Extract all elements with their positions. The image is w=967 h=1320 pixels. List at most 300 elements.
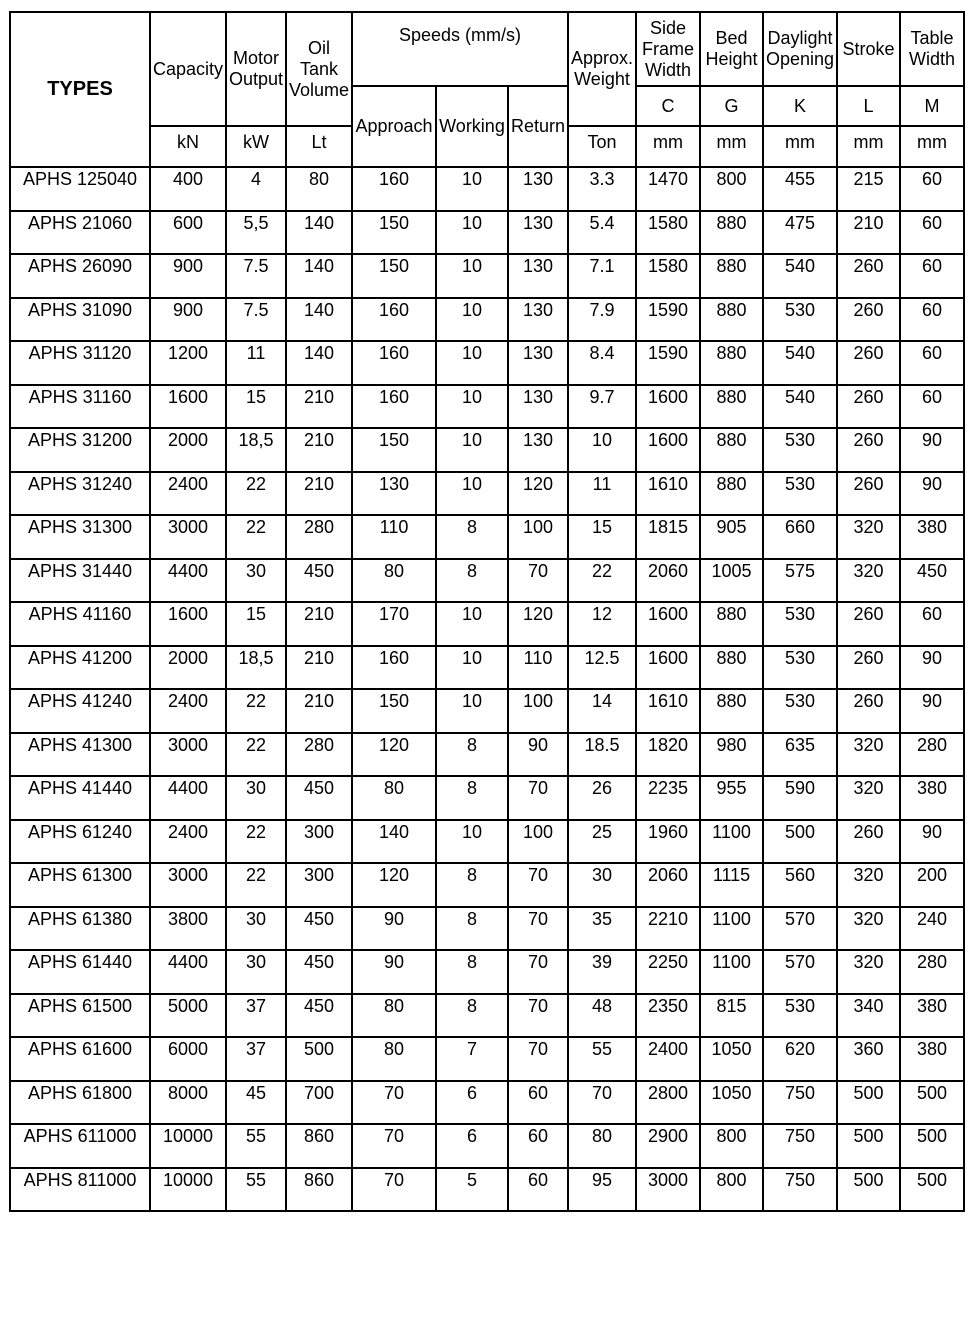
approx-weight-value: 9.7 <box>589 386 615 407</box>
bed-height-value: 880 <box>716 212 747 233</box>
bed-height-cell <box>700 776 763 820</box>
return-speed-cell <box>508 298 568 342</box>
working-speed-cell <box>436 646 508 690</box>
oil-tank-volume-cell <box>286 1081 352 1125</box>
motor-output-cell <box>226 1081 286 1125</box>
type-value: APHS 61500 <box>27 995 133 1016</box>
bed-height-value: 880 <box>716 691 747 711</box>
motor-output-cell <box>226 733 286 777</box>
side-frame-width-value: 2250 <box>647 952 689 972</box>
stroke-cell <box>837 472 900 516</box>
approach-speed-value: 160 <box>378 647 410 668</box>
bed-height-value: 1050 <box>711 1082 752 1103</box>
return-speed-value: 70 <box>527 865 549 885</box>
capacity-cell <box>150 1168 226 1212</box>
daylight-opening-value: 750 <box>784 1082 816 1103</box>
working-speed-value: 10 <box>461 256 483 276</box>
oil-tank-volume-cell <box>286 341 352 385</box>
return-speed-cell <box>508 428 568 472</box>
type-value: APHS 41200 <box>27 647 133 668</box>
table-row <box>10 515 964 559</box>
approach-speed-value: 80 <box>383 778 405 798</box>
side-frame-width-cell <box>636 515 700 559</box>
bed-height-cell <box>700 646 763 690</box>
working-speed-value: 8 <box>466 560 477 581</box>
approach-speed-value: 70 <box>383 1082 405 1103</box>
working-speed-value: 8 <box>466 952 477 972</box>
daylight-opening-cell <box>763 907 837 951</box>
motor-output-cell <box>226 167 286 211</box>
stroke-cell <box>837 298 900 342</box>
motor-output-cell <box>226 602 286 646</box>
capacity-cell <box>150 776 226 820</box>
stroke-cell <box>837 515 900 559</box>
working-speed-cell <box>436 1037 508 1081</box>
stroke-cell <box>837 950 900 994</box>
capacity-value: 2400 <box>167 821 209 842</box>
oil-tank-volume-value: 140 <box>303 212 335 233</box>
side-frame-width-cell <box>636 167 700 211</box>
type-cell <box>10 254 150 298</box>
table-width-value: 60 <box>921 386 943 407</box>
motor-output-value: 18,5 <box>238 430 274 450</box>
return-speed-value: 130 <box>522 299 554 320</box>
type-value: APHS 41440 <box>27 778 133 798</box>
capacity-cell <box>150 863 226 907</box>
bed-height-cell <box>700 515 763 559</box>
approach-speed-cell <box>352 820 436 864</box>
bed-height-value: 880 <box>716 604 747 624</box>
return-speed-value: 130 <box>522 212 554 233</box>
bed-height-value: 800 <box>716 1169 747 1190</box>
oil-tank-volume-cell <box>286 820 352 864</box>
motor-output-cell <box>226 298 286 342</box>
approach-speed-value: 70 <box>383 1126 405 1146</box>
approach-speed-value: 140 <box>378 821 410 842</box>
working-speed-value: 10 <box>461 386 483 407</box>
stroke-value: 260 <box>853 473 884 494</box>
return-speed-value: 130 <box>522 430 554 450</box>
oil-tank-volume-cell <box>286 994 352 1038</box>
return-speed-cell <box>508 646 568 690</box>
capacity-value: 1600 <box>167 386 209 407</box>
approx-weight-cell <box>568 950 636 994</box>
oil-tank-volume-value: 300 <box>303 821 335 842</box>
return-speed-value: 70 <box>527 1039 549 1059</box>
return-speed-cell <box>508 385 568 429</box>
motor-output-cell <box>226 341 286 385</box>
approach-speed-cell <box>352 211 436 255</box>
return-speed-value: 110 <box>523 647 553 668</box>
table-width-value: 500 <box>916 1082 948 1103</box>
speeds-header: Speeds (mm/s) <box>352 12 568 86</box>
type-value: APHS 61440 <box>27 952 133 972</box>
stroke-cell <box>837 254 900 298</box>
table-row <box>10 950 964 994</box>
oil-tank-volume-value: 280 <box>303 734 335 755</box>
type-cell <box>10 820 150 864</box>
working-speed-cell <box>436 298 508 342</box>
motor-output-value: 22 <box>245 473 267 494</box>
stroke-value: 320 <box>853 865 884 885</box>
daylight-opening-value: 500 <box>784 821 816 842</box>
type-value: APHS 61240 <box>27 821 133 842</box>
bed-height-value: 880 <box>716 430 747 450</box>
type-cell <box>10 646 150 690</box>
type-cell <box>10 515 150 559</box>
table-row <box>10 341 964 385</box>
working-speed-value: 10 <box>461 212 483 233</box>
approach-speed-value: 80 <box>383 995 405 1016</box>
daylight-opening-cell <box>763 646 837 690</box>
type-cell <box>10 733 150 777</box>
daylight-opening-value: 590 <box>784 778 816 798</box>
approach-speed-value: 120 <box>378 865 410 885</box>
type-cell <box>10 385 150 429</box>
capacity-value: 10000 <box>162 1126 214 1146</box>
approx-weight-value: 14 <box>591 691 613 711</box>
side-frame-width-cell <box>636 994 700 1038</box>
bed-height-cell <box>700 428 763 472</box>
stroke-cell <box>837 907 900 951</box>
side-frame-width-cell <box>636 602 700 646</box>
stroke-cell <box>837 428 900 472</box>
side-frame-width-value: 1590 <box>647 343 689 363</box>
side-frame-width-value: 1600 <box>647 647 689 668</box>
table-width-cell <box>900 167 964 211</box>
approx-weight-value: 70 <box>591 1082 613 1103</box>
unit-m: mm <box>900 126 964 167</box>
approach-speed-cell <box>352 994 436 1038</box>
side-frame-width-cell <box>636 211 700 255</box>
table-width-value: 280 <box>916 734 948 755</box>
bed-height-value: 880 <box>716 256 747 276</box>
daylight-opening-value: 570 <box>784 952 816 972</box>
table-row <box>10 602 964 646</box>
capacity-value: 3000 <box>167 865 209 885</box>
daylight-opening-cell <box>763 385 837 429</box>
return-speed-cell <box>508 820 568 864</box>
capacity-cell <box>150 602 226 646</box>
approx-weight-cell <box>568 863 636 907</box>
oil-tank-volume-cell <box>286 950 352 994</box>
stroke-cell <box>837 776 900 820</box>
working-speed-cell <box>436 472 508 516</box>
type-cell <box>10 950 150 994</box>
approx-weight-value: 12.5 <box>584 647 620 668</box>
type-value: APHS 31200 <box>27 430 133 450</box>
table-row <box>10 298 964 342</box>
oil-tank-volume-value: 210 <box>303 386 335 407</box>
capacity-cell <box>150 733 226 777</box>
approach-speed-cell <box>352 776 436 820</box>
return-speed-cell <box>508 341 568 385</box>
bed-height-value: 800 <box>716 1126 747 1146</box>
bed-height-value: 880 <box>716 299 747 320</box>
approach-header: Approach <box>352 86 436 167</box>
daylight-opening-cell <box>763 472 837 516</box>
unit-k: mm <box>763 126 837 167</box>
daylight-opening-cell <box>763 341 837 385</box>
working-speed-value: 8 <box>466 778 477 798</box>
approach-speed-cell <box>352 341 436 385</box>
table-width-cell <box>900 515 964 559</box>
type-value: APHS 811000 <box>23 1169 137 1190</box>
motor-output-cell <box>226 515 286 559</box>
approach-speed-value: 160 <box>378 169 410 189</box>
side-frame-width-value: 1610 <box>647 691 689 711</box>
side-frame-width-cell <box>636 298 700 342</box>
motor-output-cell <box>226 950 286 994</box>
side-frame-width-cell <box>636 863 700 907</box>
type-cell <box>10 1037 150 1081</box>
approach-speed-cell <box>352 559 436 603</box>
oil-tank-volume-cell <box>286 863 352 907</box>
side-frame-width-cell <box>636 1168 700 1212</box>
capacity-cell <box>150 559 226 603</box>
daylight-opening-cell <box>763 515 837 559</box>
table-row <box>10 385 964 429</box>
approach-speed-value: 160 <box>378 299 410 320</box>
approach-speed-cell <box>352 1081 436 1125</box>
motor-output-cell <box>226 211 286 255</box>
capacity-cell <box>150 994 226 1038</box>
stroke-cell <box>837 689 900 733</box>
type-value: APHS 61300 <box>27 865 133 885</box>
unit-oil: Lt <box>286 126 352 167</box>
daylight-opening-cell <box>763 559 837 603</box>
oil-tank-volume-cell <box>286 385 352 429</box>
table-width-cell <box>900 1081 964 1125</box>
motor-output-value: 30 <box>245 908 267 929</box>
table-width-value: 90 <box>921 473 943 494</box>
motor-output-cell <box>226 254 286 298</box>
bed-height-value: 980 <box>716 734 747 755</box>
working-speed-cell <box>436 689 508 733</box>
capacity-cell <box>150 646 226 690</box>
approx-weight-cell <box>568 515 636 559</box>
side-frame-width-cell <box>636 950 700 994</box>
approx-weight-cell <box>568 646 636 690</box>
approach-speed-value: 160 <box>378 343 410 363</box>
stroke-value: 500 <box>853 1126 884 1146</box>
table-width-cell <box>900 863 964 907</box>
working-speed-value: 6 <box>466 1126 477 1146</box>
return-speed-value: 70 <box>527 560 549 581</box>
table-row <box>10 1037 964 1081</box>
approx-weight-cell <box>568 298 636 342</box>
return-speed-value: 70 <box>527 908 549 929</box>
capacity-value: 600 <box>172 212 204 233</box>
table-row <box>10 907 964 951</box>
unit-l: mm <box>837 126 900 167</box>
motor-output-value: 30 <box>245 560 267 581</box>
table-width-cell <box>900 950 964 994</box>
stroke-cell <box>837 820 900 864</box>
letter-m: M <box>900 86 964 126</box>
approach-speed-value: 110 <box>379 517 409 537</box>
approach-speed-value: 160 <box>378 386 410 407</box>
stroke-value: 320 <box>853 908 884 929</box>
capacity-cell <box>150 254 226 298</box>
return-speed-value: 60 <box>527 1169 549 1190</box>
stroke-value: 260 <box>853 821 884 842</box>
approach-speed-cell <box>352 646 436 690</box>
oil-tank-volume-value: 450 <box>303 778 335 798</box>
working-speed-value: 10 <box>461 169 483 189</box>
approx-weight-cell <box>568 1168 636 1212</box>
stroke-cell <box>837 385 900 429</box>
type-value: APHS 41300 <box>27 734 133 755</box>
working-speed-cell <box>436 863 508 907</box>
oil-tank-volume-cell <box>286 254 352 298</box>
approx-weight-cell <box>568 167 636 211</box>
working-speed-cell <box>436 950 508 994</box>
capacity-value: 5000 <box>167 995 209 1016</box>
bed-height-cell <box>700 602 763 646</box>
daylight-opening-value: 530 <box>784 995 816 1016</box>
bed-height-value: 800 <box>716 169 747 189</box>
table-width-cell <box>900 994 964 1038</box>
working-speed-cell <box>436 1081 508 1125</box>
stroke-cell <box>837 863 900 907</box>
table-width-cell <box>900 776 964 820</box>
side-frame-width-value: 2060 <box>647 560 689 581</box>
approx-weight-value: 30 <box>591 865 613 885</box>
motor-output-cell <box>226 776 286 820</box>
return-speed-value: 130 <box>522 256 554 276</box>
stroke-value: 320 <box>853 517 884 537</box>
type-value: APHS 31120 <box>28 343 132 363</box>
approx-weight-value: 95 <box>591 1169 613 1190</box>
motor-output-value: 22 <box>245 517 267 537</box>
type-value: APHS 61600 <box>27 1039 133 1059</box>
type-cell <box>10 602 150 646</box>
working-speed-value: 6 <box>466 1082 477 1103</box>
side-frame-width-cell <box>636 385 700 429</box>
stroke-value: 260 <box>853 430 884 450</box>
motor-output-value: 15 <box>245 386 267 407</box>
daylight-opening-cell <box>763 298 837 342</box>
working-speed-cell <box>436 733 508 777</box>
daylight-opening-cell <box>763 211 837 255</box>
side-frame-width-header: Side Frame Width <box>636 12 700 86</box>
table-width-value: 90 <box>921 647 943 668</box>
side-frame-width-cell <box>636 907 700 951</box>
type-value: APHS 31240 <box>27 473 133 494</box>
oil-tank-volume-value: 450 <box>303 995 335 1016</box>
return-speed-value: 130 <box>522 386 554 407</box>
oil-tank-volume-value: 140 <box>303 343 335 363</box>
working-speed-cell <box>436 820 508 864</box>
oil-tank-volume-value: 450 <box>303 908 335 929</box>
types-header: TYPES <box>10 12 150 167</box>
bed-height-value: 1100 <box>712 952 751 972</box>
approx-weight-value: 55 <box>591 1039 613 1059</box>
approx-weight-value: 48 <box>591 995 613 1016</box>
side-frame-width-value: 1600 <box>647 604 689 624</box>
stroke-value: 210 <box>853 212 884 233</box>
working-header: Working <box>436 86 508 167</box>
working-speed-value: 10 <box>461 430 483 450</box>
return-speed-cell <box>508 776 568 820</box>
daylight-opening-value: 530 <box>784 299 816 320</box>
approx-weight-cell <box>568 776 636 820</box>
motor-output-cell <box>226 863 286 907</box>
bed-height-value: 880 <box>716 343 747 363</box>
oil-tank-volume-value: 210 <box>303 473 335 494</box>
side-frame-width-value: 2900 <box>647 1126 689 1146</box>
table-row <box>10 1124 964 1168</box>
type-cell <box>10 341 150 385</box>
table-width-cell <box>900 341 964 385</box>
stroke-value: 320 <box>853 734 884 755</box>
table-width-cell <box>900 211 964 255</box>
table-width-value: 90 <box>921 821 943 842</box>
approx-weight-value: 25 <box>591 821 613 842</box>
return-speed-value: 100 <box>522 517 554 537</box>
capacity-value: 6000 <box>167 1039 209 1059</box>
oil-tank-volume-cell <box>286 515 352 559</box>
bed-height-cell <box>700 1081 763 1125</box>
oil-tank-volume-cell <box>286 689 352 733</box>
return-speed-cell <box>508 1081 568 1125</box>
approach-speed-cell <box>352 254 436 298</box>
table-row <box>10 776 964 820</box>
side-frame-width-value: 1600 <box>647 386 689 407</box>
side-frame-width-cell <box>636 646 700 690</box>
oil-tank-volume-value: 140 <box>303 299 335 320</box>
approx-weight-cell <box>568 428 636 472</box>
type-value: APHS 61800 <box>27 1082 133 1103</box>
approx-weight-cell <box>568 994 636 1038</box>
return-speed-value: 130 <box>522 169 554 189</box>
table-width-cell <box>900 1037 964 1081</box>
approx-weight-cell <box>568 472 636 516</box>
approach-speed-cell <box>352 863 436 907</box>
table-width-cell <box>900 820 964 864</box>
stroke-cell <box>837 733 900 777</box>
bed-height-cell <box>700 907 763 951</box>
motor-output-value: 22 <box>245 865 267 885</box>
daylight-opening-value: 635 <box>784 734 816 755</box>
return-speed-cell <box>508 1168 568 1212</box>
capacity-cell <box>150 1124 226 1168</box>
approx-weight-cell <box>568 254 636 298</box>
return-speed-cell <box>508 254 568 298</box>
type-value: APHS 31440 <box>27 560 133 581</box>
table-width-cell <box>900 1168 964 1212</box>
side-frame-width-value: 1590 <box>647 299 689 320</box>
table-row <box>10 1081 964 1125</box>
approx-weight-value: 11 <box>592 473 612 494</box>
stroke-cell <box>837 341 900 385</box>
oil-tank-volume-cell <box>286 428 352 472</box>
table-width-value: 500 <box>916 1169 948 1190</box>
approach-speed-value: 150 <box>378 691 410 711</box>
motor-output-value: 22 <box>245 691 267 711</box>
bed-height-value: 880 <box>716 386 747 407</box>
daylight-opening-cell <box>763 820 837 864</box>
table-width-value: 60 <box>921 212 943 233</box>
daylight-opening-value: 530 <box>784 473 816 494</box>
table-width-value: 60 <box>921 604 943 624</box>
type-value: APHS 41240 <box>27 691 133 711</box>
approx-weight-value: 22 <box>591 560 613 581</box>
capacity-value: 2000 <box>167 647 209 668</box>
oil-tank-volume-value: 700 <box>303 1082 335 1103</box>
daylight-opening-cell <box>763 733 837 777</box>
